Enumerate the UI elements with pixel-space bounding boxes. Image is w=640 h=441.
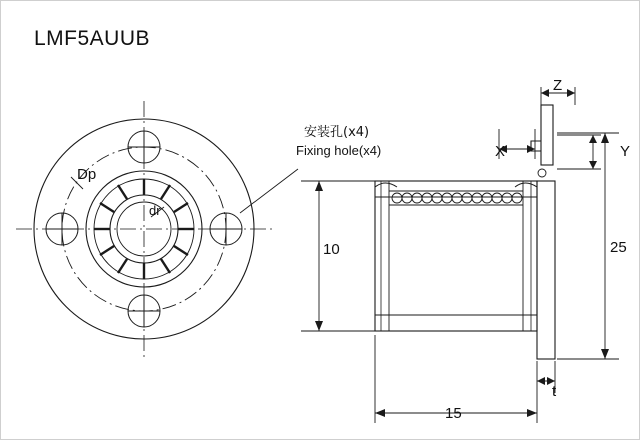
side-view: [375, 105, 555, 359]
dim-x: X: [495, 143, 506, 160]
dim-y: Y: [620, 143, 631, 160]
fixing-hole-label-cn: 安装孔(x4): [304, 125, 370, 140]
front-view: [16, 101, 298, 357]
dp-label: Dp: [77, 166, 97, 183]
page-title: LMF5AUUB: [34, 27, 151, 50]
technical-drawing: [1, 1, 640, 441]
dim-height-inner: 10: [323, 241, 340, 258]
dim-flange-thickness: t: [552, 383, 557, 400]
dim-height-outer: 25: [610, 239, 627, 256]
fixing-hole-label-en: Fixing hole(x4): [296, 143, 382, 158]
dim-z: Z: [553, 77, 563, 94]
dr-label: dr: [149, 203, 161, 218]
dim-length-total: 15: [445, 405, 462, 422]
